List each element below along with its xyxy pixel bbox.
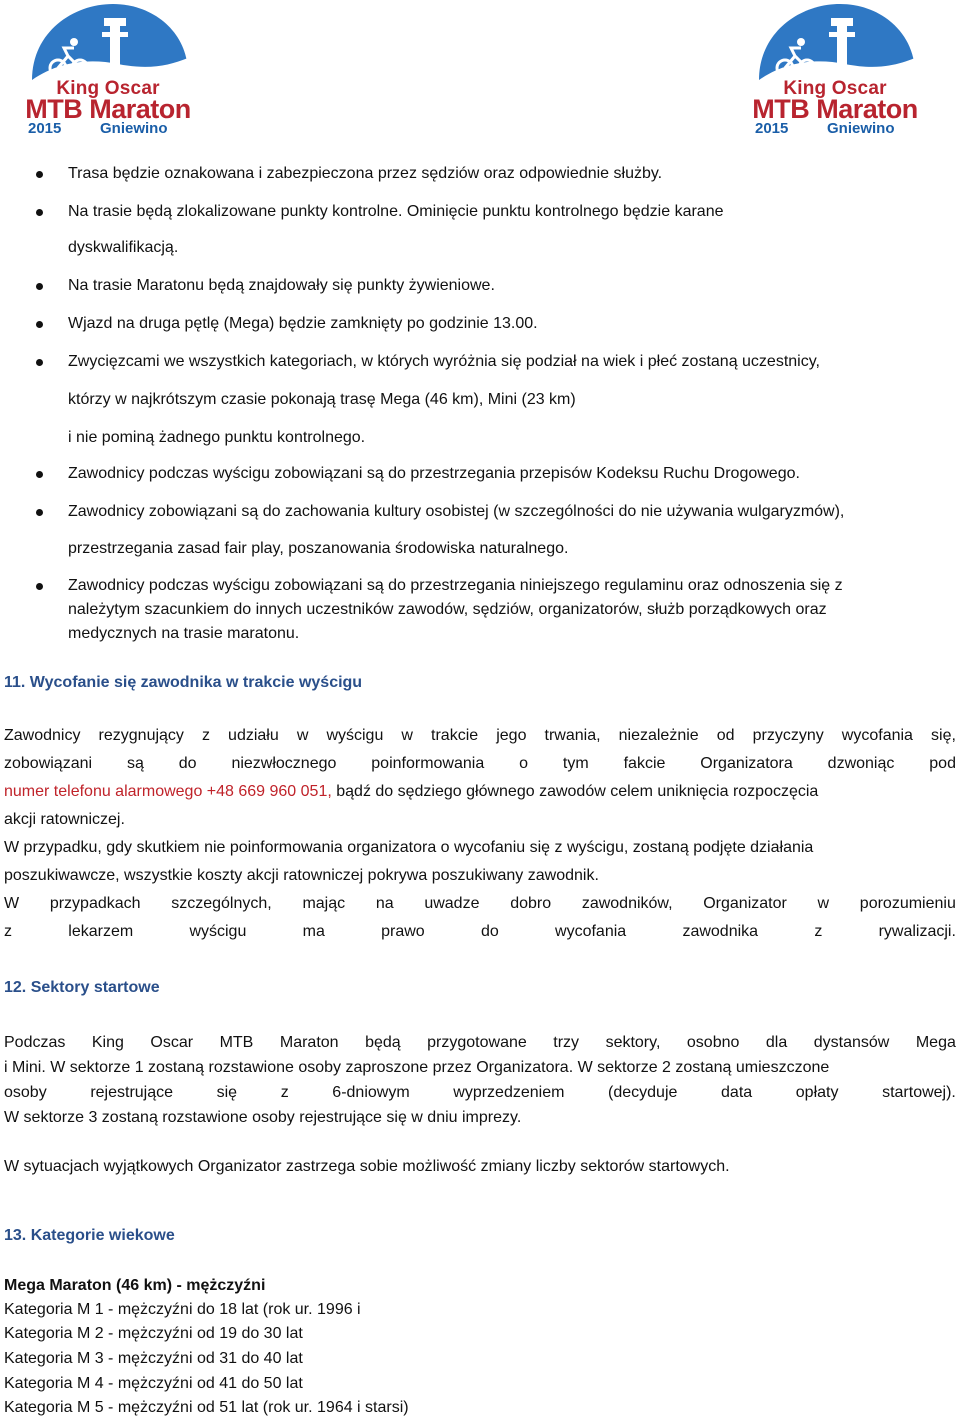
justified-line: zobowiązani są do niezwłocznego poinformowania o tym fakcie Organizatora dzwoniąc pod xyxy=(4,755,956,772)
bullet-dot-icon xyxy=(36,359,43,366)
bullet-text: medycznych na trasie maratonu. xyxy=(68,625,300,642)
logo-subtitle: MTB Maraton xyxy=(25,94,191,124)
logo-subtitle: MTB Maraton xyxy=(752,94,918,124)
text-line: poszukiwawcze, wszystkie koszty akcji ratowniczej pokrywa poszukiwany zawodnik. xyxy=(4,867,599,884)
text-line: W przypadku, gdy skutkiem nie poinformowania organizatora o wycofaniu się z wyścigu, zostaną podjęte działania xyxy=(4,839,814,856)
text-line: numer telefonu alarmowego +48 669 960 051, bądź do sędziego głównego zawodów celem uniknięcia rozpoczęcia xyxy=(4,783,819,800)
bullet-text: Zwycięzcami we wszystkich kategoriach, w których wyróżnia się podział na wiek i płeć zostaną uczestnicy, xyxy=(68,353,820,370)
logo-title: King Oscar xyxy=(783,78,887,99)
justified-line: W przypadkach szczególnych, mając na uwadze dobro zawodników, Organizator w porozumieniu xyxy=(4,895,956,912)
bullet-dot-icon xyxy=(36,283,43,290)
bullet-text: którzy w najkrótszym czasie pokonają trasę Mega (46 km), Mini (23 km) xyxy=(68,391,576,408)
bullet-dot-icon xyxy=(36,583,43,590)
bullet-text: Zawodnicy podczas wyścigu zobowiązani są do przestrzegania przepisów Kodeksu Ruchu Drogowego. xyxy=(68,465,800,482)
bullet-text: przestrzegania zasad fair play, poszanowania środowiska naturalnego. xyxy=(68,540,569,557)
category-group-title: Mega Maraton (46 km) - mężczyźni xyxy=(4,1277,266,1294)
category-line: Kategoria M 5 - mężczyźni od 51 lat (rok ur. 1964 i starsi) xyxy=(4,1399,409,1416)
bullet-text: i nie pominą żadnego punktu kontrolnego. xyxy=(68,429,366,446)
category-line: Kategoria M 1 - mężczyźni do 18 lat (rok ur. 1996 i xyxy=(4,1301,361,1318)
event-logo-right xyxy=(745,2,925,142)
text-line: akcji ratowniczej. xyxy=(4,811,125,828)
bullet-dot-icon xyxy=(36,509,43,516)
event-logo-left xyxy=(18,2,198,142)
bullet-dot-icon xyxy=(36,171,43,178)
logo-year: 2015 xyxy=(28,120,62,137)
bullet-text: Na trasie będą zlokalizowane punkty kontrolne. Ominięcie punktu kontrolnego będzie karane xyxy=(68,203,724,220)
text-line: W sektorze 3 zostaną rozstawione osoby rejestrujące się w dniu imprezy. xyxy=(4,1109,522,1126)
section-11-heading: 11. Wycofanie się zawodnika w trakcie wyścigu xyxy=(4,674,363,691)
justified-line: Podczas King Oscar MTB Maraton będą przygotowane trzy sektory, osobno dla dystansów Mega xyxy=(4,1034,956,1051)
emergency-phone-text: numer telefonu alarmowego +48 669 960 051, xyxy=(4,783,332,800)
section-11-paragraph xyxy=(4,722,956,946)
bullet-dot-icon xyxy=(36,209,43,216)
bullet-dot-icon xyxy=(36,321,43,328)
bullet-dot-icon xyxy=(36,471,43,478)
logo-title: King Oscar xyxy=(56,78,160,99)
bullet-text: należytym szacunkiem do innych uczestników zawodów, sędziów, organizatorów, służb porządkowych oraz xyxy=(68,601,827,618)
bullet-text: Zawodnicy podczas wyścigu zobowiązani są do przestrzegania niniejszego regulaminu oraz odnoszenia się z xyxy=(68,577,843,594)
category-line: Kategoria M 2 - mężczyźni od 19 do 30 lat xyxy=(4,1325,303,1342)
bullet-text: dyskwalifikacją. xyxy=(68,239,179,256)
justified-line: Zawodnicy rezygnujący z udziału w wyścigu w trakcie jego trwania, niezależnie od przyczyny wycofania się, xyxy=(4,727,956,744)
logo-place: Gniewino xyxy=(100,120,168,137)
justified-line: osoby rejestrujące się z 6-dniowym wyprzedzeniem (decyduje data opłaty startowej). xyxy=(4,1084,956,1101)
section-12-heading: 12. Sektory startowe xyxy=(4,979,160,996)
section-13-heading: 13. Kategorie wiekowe xyxy=(4,1227,175,1244)
text-line: i Mini. W sektorze 1 zostaną rozstawione osoby zaproszone przez Organizatora. W sektorze 2 zostaną umieszczone xyxy=(4,1059,830,1076)
bullet-text: Na trasie Maratonu będą znajdowały się punkty żywieniowe. xyxy=(68,277,495,294)
category-line: Kategoria M 4 - mężczyźni od 41 do 50 lat xyxy=(4,1375,303,1392)
category-line: Kategoria M 3 - mężczyźni od 31 do 40 lat xyxy=(4,1350,303,1367)
section-12-paragraph xyxy=(4,1030,956,1179)
justified-line: z lekarzem wyścigu ma prawo do wycofania zawodnika z rywalizacji. xyxy=(4,923,956,940)
logo-year: 2015 xyxy=(755,120,789,137)
text-line: W sytuacjach wyjątkowych Organizator zastrzega sobie możliwość zmiany liczby sektorów startowych. xyxy=(4,1158,730,1175)
bullet-text: Trasa będzie oznakowana i zabezpieczona przez sędziów oraz odpowiednie służby. xyxy=(68,165,663,182)
logo-place: Gniewino xyxy=(827,120,895,137)
bullet-text: Wjazd na druga pętlę (Mega) będzie zamknięty po godzinie 13.00. xyxy=(68,315,538,332)
bullet-text: Zawodnicy zobowiązani są do zachowania kultury osobistej (w szczególności do nie używania wulgaryzmów), xyxy=(68,503,845,520)
